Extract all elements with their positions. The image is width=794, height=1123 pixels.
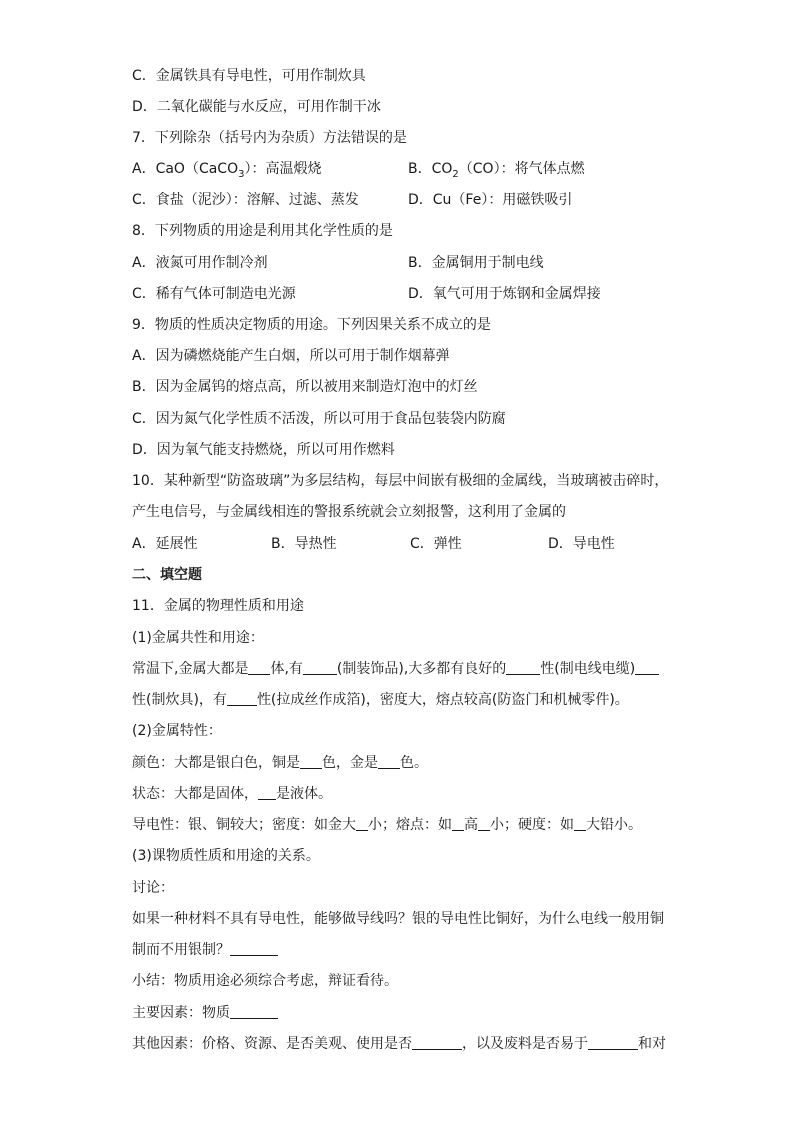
section-heading: 二、填空题: [132, 567, 202, 583]
q10-option-d: D．导电性: [548, 536, 615, 552]
fill-blank[interactable]: [356, 816, 368, 831]
fill-blank[interactable]: [412, 1035, 462, 1050]
fill-blank[interactable]: [227, 691, 257, 706]
q11-discuss-line2: 制而不用银制？: [132, 941, 278, 959]
fill-blank[interactable]: [248, 660, 270, 675]
fill-blank[interactable]: [588, 1035, 638, 1050]
q11-part1-line2: 性(制炊具)，有 性(拉成丝作成箔)，密度大，熔点较高(防盗门和机械零件)。: [132, 692, 629, 708]
fill-blank[interactable]: [506, 660, 540, 675]
q11-part2-title: (2)金属特性：: [132, 723, 222, 739]
q10-stem-line2: 产生电信号，与金属线相连的警报系统就会立刻报警，这利用了金属的: [132, 504, 566, 520]
q7-option-d: D．Cu（Fe）：用磁铁吸引: [408, 192, 573, 208]
q8-stem: 8．下列物质的用途是利用其化学性质的是: [132, 223, 393, 239]
q8-option-d: D．氧气可用于炼钢和金属焊接: [408, 286, 601, 302]
q11-discuss-label: 讨论：: [132, 880, 174, 896]
q8-option-b: B．金属铜用于制电线: [408, 255, 544, 271]
q6-option-c: C．金属铁具有导电性，可用作制炊具: [132, 68, 366, 84]
fill-blank[interactable]: [452, 816, 464, 831]
q7-option-c: C．食盐（泥沙）：溶解、过滤、蒸发: [132, 192, 359, 208]
q11-title: 11．金属的物理性质和用途: [132, 598, 304, 614]
fill-blank[interactable]: [574, 816, 586, 831]
q11-summary: 小结：物质用途必须综合考虑，辩证看待。: [132, 973, 398, 989]
q10-option-a: A．延展性: [132, 536, 198, 552]
fill-blank[interactable]: [300, 754, 322, 769]
fill-blank[interactable]: [230, 941, 278, 956]
q9-option-a: A．因为磷燃烧能产生白烟，所以可用于制作烟幕弹: [132, 348, 450, 364]
q6-option-d: D．二氧化碳能与水反应，可用作制干冰: [132, 99, 381, 115]
fill-blank[interactable]: [258, 785, 276, 800]
q11-main-factor: 主要因素：物质: [132, 1004, 278, 1022]
q11-state-line: 状态：大都是固体， 是液体。: [132, 786, 332, 802]
q7-option-a: A．CaO（CaCO$_3$）：高温煅烧: [132, 161, 322, 180]
fill-blank[interactable]: [635, 660, 659, 675]
fill-blank[interactable]: [303, 660, 337, 675]
q10-option-b: B．导热性: [271, 536, 337, 552]
q9-option-d: D．因为氧气能支持燃烧，所以可用作燃料: [132, 442, 395, 458]
q11-discuss-line1: 如果一种材料不具有导电性，能够做导线吗？银的导电性比铜好，为什么电线一般用铜: [132, 911, 664, 927]
fill-blank[interactable]: [378, 754, 400, 769]
q11-part3-title: (3)课物质性质和用途的关系。: [132, 848, 320, 864]
q10-option-c: C．弹性: [410, 536, 462, 552]
q9-option-b: B．因为金属钨的熔点高，所以被用来制造灯泡中的灯丝: [132, 379, 478, 395]
q11-part1-line1: 常温下,金属大都是 体,有 (制装饰品),大多都有良好的 性(制电线电缆): [132, 660, 659, 678]
q11-part1-title: (1)金属共性和用途：: [132, 630, 264, 646]
q10-stem-line1: 10．某种新型“防盗玻璃”为多层结构，每层中间嵌有极细的金属线，当玻璃被击碎时，: [132, 473, 669, 489]
q7-stem: 7．下列除杂（括号内为杂质）方法错误的是: [132, 130, 407, 146]
q11-conductivity-line: 导电性：银、铜较大；密度：如金大 小；熔点：如 高 小；硬度：如 大铅小。: [132, 817, 642, 833]
q11-other-factors: 其他因素：价格、资源、是否美观、使用是否 ，以及废料是否易于 和对: [132, 1036, 666, 1052]
q11-color-line: 颜色：大都是银白色，铜是 色，金是 色。: [132, 755, 428, 771]
fill-blank[interactable]: [230, 1004, 278, 1019]
q7-option-b: B．$CO_2(CO)$：将气体点燃: [408, 161, 585, 180]
fill-blank[interactable]: [478, 816, 490, 831]
q9-option-c: C．因为氮气化学性质不活泼，所以可用于食品包装袋内防腐: [132, 411, 506, 427]
q9-stem: 9．物质的性质决定物质的用途。下列因果关系不成立的是: [132, 317, 491, 333]
q8-option-a: A．液氮可用作制冷剂: [132, 255, 268, 271]
q8-option-c: C．稀有气体可制造电光源: [132, 286, 296, 302]
